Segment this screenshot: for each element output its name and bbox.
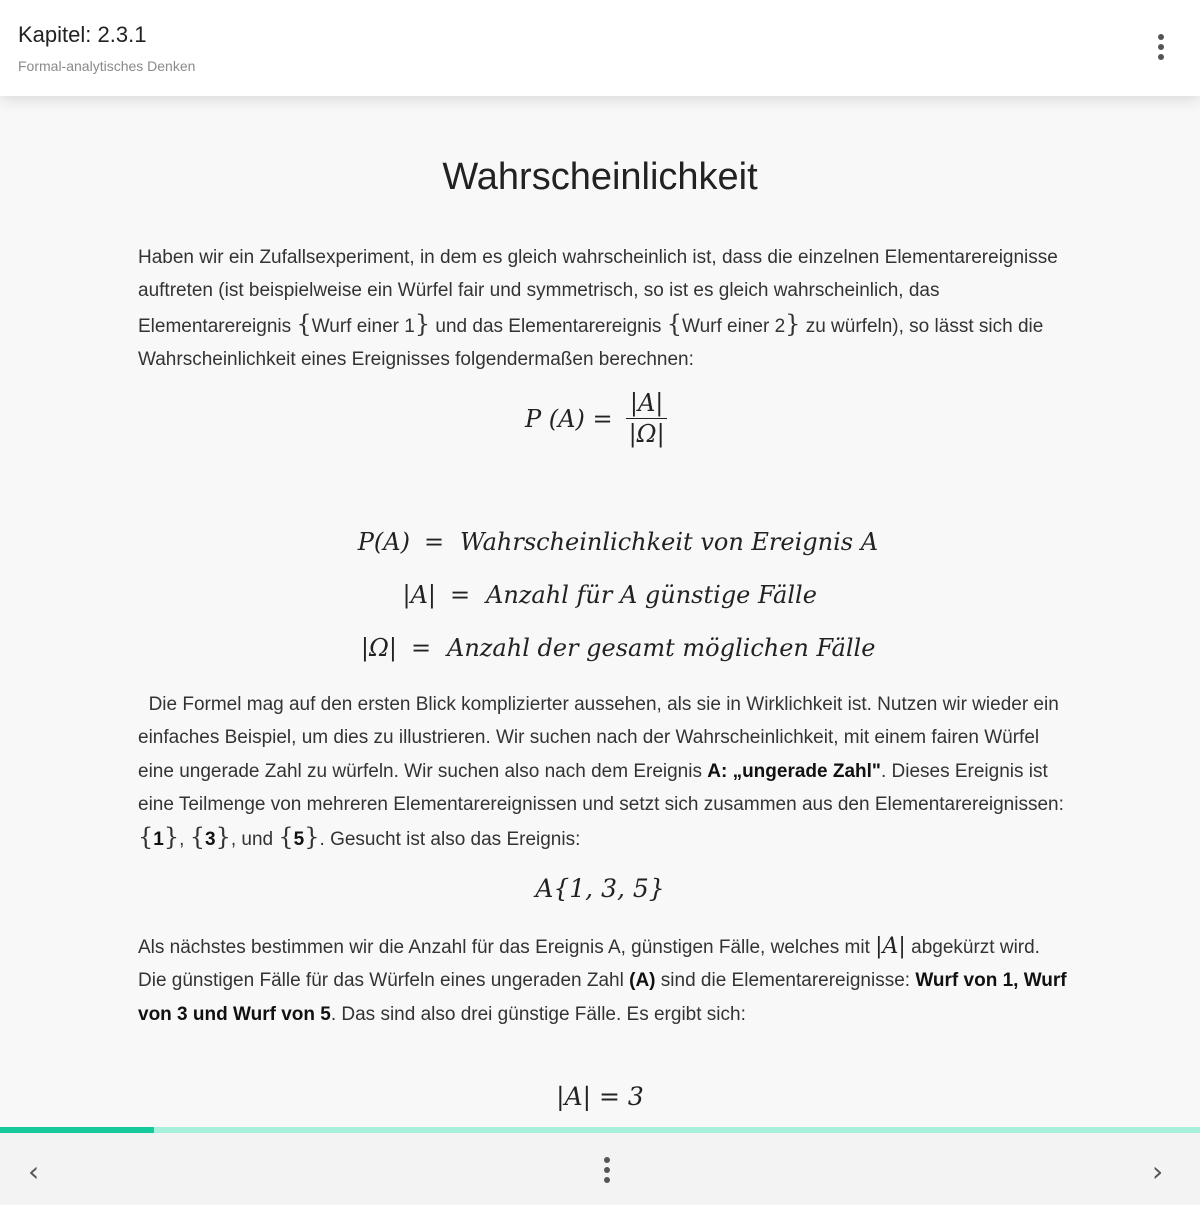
paragraph-example: Die Formel mag auf den ersten Blick komplizierter aussehen, als sie in Wirklichkeit ist. Nutzen wir wieder ein einfaches Beispiel, um dies zu illustrieren. Wir suchen nach der Wahrscheinlichkeit, mit einem fairen Würfel eine ungerade Zahl zu würfeln. Wir suchen also nach dem Ereignis A: „ungerade Zahl". Dieses Ereignis ist eine Teilmenge von mehreren Elementarereignissen und setzt sich zusammen aus den Elementarereignissen: {1}, {3}, und {5}. Gesucht ist also das Ereignis: bbox=[138, 694, 1064, 852]
event-label: (A) bbox=[629, 970, 656, 992]
inline-math: |A| bbox=[875, 934, 906, 959]
chapter-subtitle: Formal-analytisches Denken bbox=[18, 58, 196, 74]
chevron-right-icon[interactable]: › bbox=[1152, 1155, 1164, 1188]
paragraph-text: Die Formel mag auf den ersten Blick komplizierter aussehen, als sie in Wirklichkeit ist. Nutzen wir wieder ein einfaches Beispiel, um dies zu illustrieren. Wir suchen nach der Wahrscheinlichkeit, mit einem fairen Würfel eine ungerade Zahl zu würfeln. Wir suchen also nach dem Ereignis bbox=[138, 694, 1059, 782]
formula-lhs: P (A) = bbox=[525, 404, 613, 433]
top-app-bar bbox=[0, 0, 1200, 96]
event-set-formula: A{1, 3, 5} bbox=[535, 874, 665, 903]
paragraph-count bbox=[138, 930, 1068, 1031]
more-vert-icon[interactable] bbox=[602, 1157, 612, 1183]
definition-symbol: P(A) bbox=[357, 528, 410, 556]
paragraph-text: zu würfeln), so lässt sich die Wahrscheinlichkeit eines Ereignisses folgendermaßen berechnen: bbox=[138, 315, 1044, 370]
count-formula: |A| = 3 bbox=[556, 1082, 644, 1111]
formula-denominator: |Ω| bbox=[628, 420, 665, 448]
formula-numerator: |A| bbox=[626, 388, 668, 419]
elementary-event: 5 bbox=[293, 829, 305, 851]
paragraph-text: Haben wir ein Zufallsexperiment, in dem es gleich wahrscheinlich ist, dass die einzelnen Elementarereignisse auftreten (ist beispielweise ein Würfel fair und symmetrisch, so ist es gleich wahrscheinlich, das Elementarereignis bbox=[138, 247, 1058, 337]
paragraph-text: sind die Elementarereignisse: bbox=[655, 970, 916, 992]
paragraph-text: abgekürzt wird. Die günstigen Fälle für das Würfeln eines ungeraden Zahl bbox=[138, 937, 1040, 992]
event-set-1: Wurf einer 1 bbox=[311, 315, 415, 337]
chapter-title: Kapitel: 2.3.1 bbox=[18, 22, 147, 47]
definition-meaning: Anzahl der gesamt möglichen Fälle bbox=[447, 634, 876, 662]
favorable-cases: Wurf von 1, Wurf von 3 und Wurf von 5 bbox=[138, 970, 1067, 1025]
bottom-nav bbox=[0, 1133, 1200, 1205]
definition-meaning: Wahrscheinlichkeit von Ereignis A bbox=[460, 528, 879, 556]
probability-formula bbox=[525, 388, 669, 449]
chevron-left-icon[interactable]: ‹ bbox=[28, 1155, 40, 1188]
more-vert-icon[interactable] bbox=[1156, 34, 1166, 60]
definition-equals: = bbox=[450, 581, 471, 609]
definition-symbol: |A| bbox=[402, 581, 436, 609]
definition-symbol: |Ω| bbox=[360, 634, 397, 662]
paragraph-text: . Gesucht ist also das Ereignis: bbox=[319, 829, 581, 851]
event-set-2: Wurf einer 2 bbox=[682, 315, 786, 337]
event-label: A: „ungerade Zahl" bbox=[707, 760, 881, 782]
definition-meaning: Anzahl für A günstige Fälle bbox=[486, 581, 817, 609]
page-title: Wahrscheinlichkeit bbox=[442, 156, 758, 198]
paragraph-text: und bbox=[236, 829, 279, 851]
paragraph-text: Als nächstes bestimmen wir die Anzahl für das Ereignis A, günstigen Fälle, welches mit bbox=[138, 937, 876, 958]
paragraph-intro: Haben wir ein Zufallsexperiment, in dem es gleich wahrscheinlich ist, dass die einzelnen Elementarereignisse auftreten (ist beispielweise ein Würfel fair und symmetrisch, so ist es gleich wahrscheinlich, das Elementarereignis {Wurf einer 1} und das Elementarereignis {Wurf einer 2} zu würfeln), so lässt sich die Wahrscheinlichkeit eines Ereignisses folgendermaßen berechnen: bbox=[138, 247, 1058, 370]
elementary-event: 3 bbox=[204, 829, 216, 851]
paragraph-text: und das Elementarereignis bbox=[430, 315, 667, 337]
paragraph-text: . Das sind also drei günstige Fälle. Es ergibt sich: bbox=[330, 1003, 746, 1025]
paragraph-text: . Dieses Ereignis ist eine Teilmenge von mehreren Elementarereignissen und setzt sich zusammen aus den Elementarereignissen: bbox=[138, 760, 1064, 815]
formula-fraction bbox=[625, 388, 669, 449]
lesson-content bbox=[0, 96, 1200, 1126]
definition-equals: = bbox=[424, 528, 445, 556]
definition-equals: = bbox=[411, 634, 432, 662]
elementary-event: 1 bbox=[153, 829, 164, 851]
